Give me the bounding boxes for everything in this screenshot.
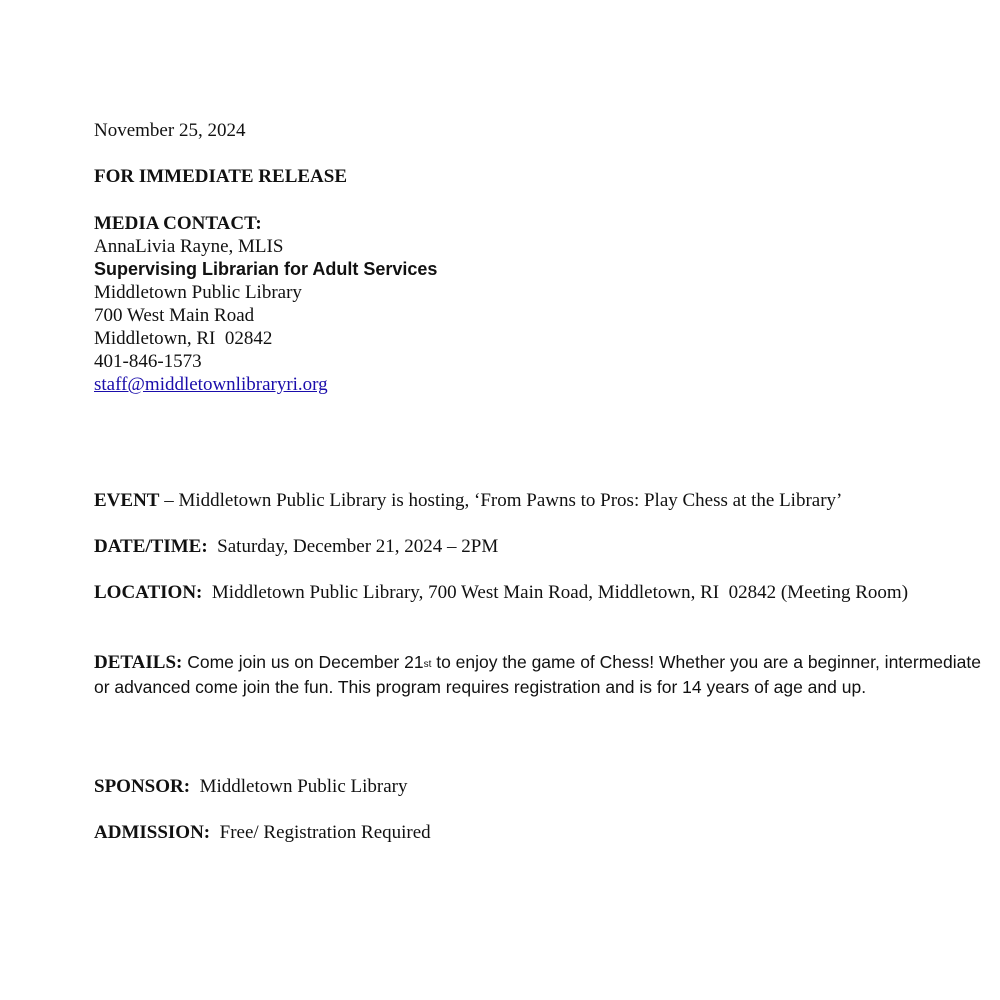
- sponsor-line: [94, 775, 994, 798]
- location-text: Middletown Public Library, 700 West Main Road, Middletown, RI 02842 (Meeting Room): [202, 582, 909, 603]
- details-text-start: Come join us on December 21: [182, 652, 424, 672]
- sponsor-text: Middletown Public Library: [190, 776, 408, 797]
- event-line: [94, 489, 994, 512]
- contact-address-line2: Middletown, RI 02842: [94, 328, 273, 349]
- date-time-text: Saturday, December 21, 2024 – 2PM: [207, 536, 499, 557]
- admission-label: ADMISSION:: [94, 822, 211, 843]
- release-date: November 25, 2024: [94, 120, 246, 141]
- date-time-line: [94, 535, 994, 558]
- contact-address-line1: 700 West Main Road: [94, 305, 255, 326]
- event-text: – Middletown Public Library is hosting, ‘From Pawns to Pros: Play Chess at the Library’: [159, 490, 843, 511]
- date-time-label: DATE/TIME:: [94, 536, 208, 557]
- details-text-end: to enjoy the game of Chess! Whether you are a beginner, intermediate or advanced come join the fun. This program requires registration and is for 14 years of age and up.: [94, 652, 981, 697]
- contact-title: Supervising Librarian for Adult Services: [94, 259, 438, 279]
- event-label: EVENT: [94, 490, 160, 511]
- admission-text: Free/ Registration Required: [210, 822, 431, 843]
- media-contact-block: [94, 212, 437, 396]
- contact-organization: Middletown Public Library: [94, 282, 302, 303]
- details-label: DETAILS:: [94, 652, 183, 673]
- release-heading: FOR IMMEDIATE RELEASE: [94, 166, 348, 187]
- contact-email-link[interactable]: staff@middletownlibraryri.org: [94, 374, 328, 395]
- details-paragraph: [94, 650, 998, 700]
- admission-line: [94, 821, 994, 844]
- location-line: [94, 581, 944, 604]
- contact-name: AnnaLivia Rayne, MLIS: [94, 236, 284, 257]
- location-label: LOCATION:: [94, 582, 203, 603]
- contact-phone: 401-846-1573: [94, 351, 202, 372]
- details-ordinal-suffix: st: [423, 659, 432, 670]
- media-contact-label: MEDIA CONTACT:: [94, 213, 262, 234]
- sponsor-label: SPONSOR:: [94, 776, 191, 797]
